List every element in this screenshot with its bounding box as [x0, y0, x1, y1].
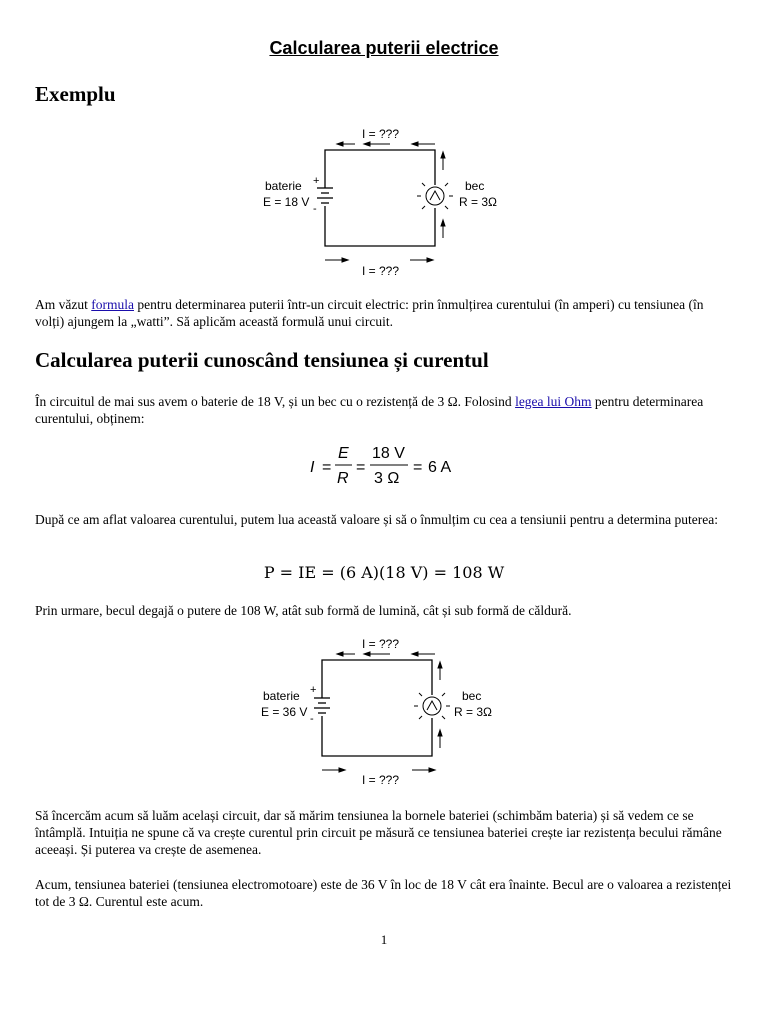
battery-label: baterie — [265, 179, 302, 193]
paragraph-text: Am văzut — [35, 297, 92, 312]
eq-frac2-den: 3 Ω — [374, 470, 400, 487]
bulb-value: R = 3Ω — [454, 705, 492, 719]
battery-symbol — [317, 188, 333, 203]
section-heading-power: Calcularea puterii cunoscând tensiunea și curentul — [35, 348, 489, 372]
eq-lhs: I — [310, 459, 315, 476]
battery-value: E = 36 V — [261, 705, 308, 719]
paragraph-circuit — [35, 393, 735, 427]
battery-plus: + — [313, 175, 320, 187]
eq-result: 6 A — [428, 459, 452, 476]
circuit-diagram-2 — [252, 632, 512, 792]
circuit-wire — [322, 660, 432, 698]
document-title: Calcularea puterii electrice — [269, 38, 499, 58]
eq-equals: = — [322, 459, 332, 476]
eq-frac1-num: E — [338, 445, 349, 462]
paragraph-intro — [35, 296, 735, 330]
current-label-top: I = ??? — [362, 637, 400, 651]
current-label-bottom: I = ??? — [362, 773, 400, 787]
current-arrow-top — [337, 142, 435, 146]
bulb-label: bec — [462, 689, 482, 703]
circuit-wire — [325, 150, 435, 188]
equation-current — [300, 440, 470, 492]
paragraph-text: pentru determinarea puterii într-un circuit electric: prin înmulțirea curentului (în amperi) cu tensiunea (în volți) ajungem la „watti”. Să aplicăm această formulă unui circuit. — [35, 297, 704, 329]
paragraph-result: Prin urmare, becul degajă o putere de 108 W, atât sub formă de lumină, cât și sub formă de căldură. — [35, 603, 572, 618]
paragraph-text: pentru determinarea curentului, obținem: — [35, 394, 704, 426]
eq-equals: = — [413, 459, 423, 476]
page-number: 1 — [380, 932, 388, 947]
section-heading-example: Exemplu — [35, 82, 116, 106]
battery-minus: - — [310, 713, 314, 725]
current-arrow-top — [337, 652, 435, 656]
battery-plus: + — [310, 684, 317, 696]
formula-link[interactable]: formula — [91, 297, 134, 312]
eq-frac2-num: 18 V — [372, 445, 405, 462]
battery-symbol — [314, 698, 330, 713]
ohm-law-link[interactable]: legea lui Ohm — [515, 394, 592, 409]
equation-power: P = IE = (6 A)(18 V) = 108 W — [263, 563, 505, 582]
paragraph-new-voltage: Acum, tensiunea bateriei (tensiunea electromotoare) este de 36 V în loc de 18 V cât era înainte. Becul are o valoarea a rezistenței tot de 3 Ω. Curentul este acum. — [35, 877, 732, 909]
paragraph-text: În circuitul de mai sus avem o baterie de 18 V, și un bec cu o rezistență de 3 Ω. Folosind — [35, 394, 516, 409]
battery-value: E = 18 V — [263, 195, 310, 209]
circuit-wire — [325, 206, 435, 246]
battery-label: baterie — [263, 689, 300, 703]
eq-equals: = — [356, 459, 366, 476]
current-arrow-bottom — [322, 768, 435, 772]
eq-frac1-den: R — [337, 470, 349, 487]
circuit-wire — [322, 716, 432, 756]
paragraph-multiply: După ce am aflat valoarea curentului, putem lua această valoare și să o înmulțim cu cea a tensiunii pentru a determina puterea: — [35, 512, 718, 527]
paragraph-experiment: Să încercăm acum să luăm același circuit, dar să mărim tensiunea la bornele bateriei (schimbăm bateria) și să vedem ce se întâmplă. Intuiția ne spune că va crește curentul prin circuit pe măsură ce tensiunea bateriei crește iar rezistența becului rămâne aceeași. Și puterea va crește de asemenea. — [35, 808, 722, 857]
current-label-top: I = ??? — [362, 127, 400, 141]
bulb-label: bec — [465, 179, 485, 193]
current-arrow-bottom — [325, 258, 433, 262]
bulb-value: R = 3Ω — [459, 195, 497, 209]
battery-minus: - — [313, 203, 317, 215]
current-label-bottom: I = ??? — [362, 264, 400, 278]
circuit-diagram-1 — [255, 120, 515, 282]
